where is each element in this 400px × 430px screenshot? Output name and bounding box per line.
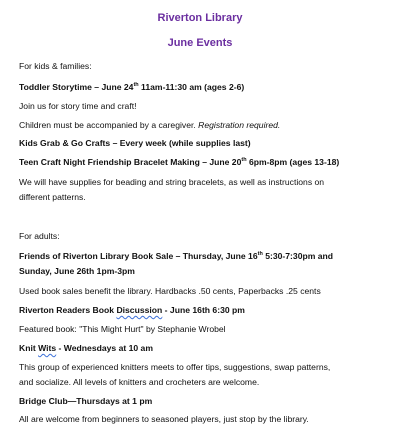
adults-intro: For adults: [19,231,60,241]
teen-craft-description-2: different patterns. [19,192,86,202]
knit-wits-title: Knit Wits - Wednesdays at 10 am [19,343,153,353]
bridge-club-description: All are welcome from beginners to seasoned players, just stop by the library. [19,414,309,424]
storytime-title: Toddler Storytime – June 24th 11am-11:30 am (ages 2-6) [19,82,245,92]
teen-craft-description-1: We will have supplies for beading and string bracelets, as well as instructions on [19,177,325,187]
bridge-club-title: Bridge Club—Thursdays at 1 pm [19,396,153,406]
caregiver-note: Children must be accompanied by a caregiver. Registration required. [19,120,281,130]
library-title: Riverton Library [157,12,243,24]
knit-wits-description-2: and socialize. All levels of knitters and crocheters are welcome. [19,377,260,387]
knit-wits-description-1: This group of experienced knitters meets to offer tips, suggestions, swap patterns, [19,362,331,372]
book-sale-title: Friends of Riverton Library Book Sale – Thursday, June 16th 5:30-7:30pm and [19,251,334,261]
teen-craft-title: Teen Craft Night Friendship Bracelet Making – June 20th 6pm-8pm (ages 13-18) [19,157,340,167]
book-sale-title-line2: Sunday, June 26th 1pm-3pm [19,266,135,276]
featured-book: Featured book: "This Might Hurt" by Stephanie Wrobel [19,324,226,334]
events-subtitle: June Events [167,37,233,49]
book-sale-description: Used book sales benefit the library. Hardbacks .50 cents, Paperbacks .25 cents [19,286,321,296]
kids-intro: For kids & families: [19,61,92,71]
storytime-description: Join us for story time and craft! [19,101,137,111]
grab-go-crafts-title: Kids Grab & Go Crafts – Every week (while supplies last) [19,138,251,148]
readers-discussion-title: Riverton Readers Book Discussion - June 16th 6:30 pm [19,305,245,315]
